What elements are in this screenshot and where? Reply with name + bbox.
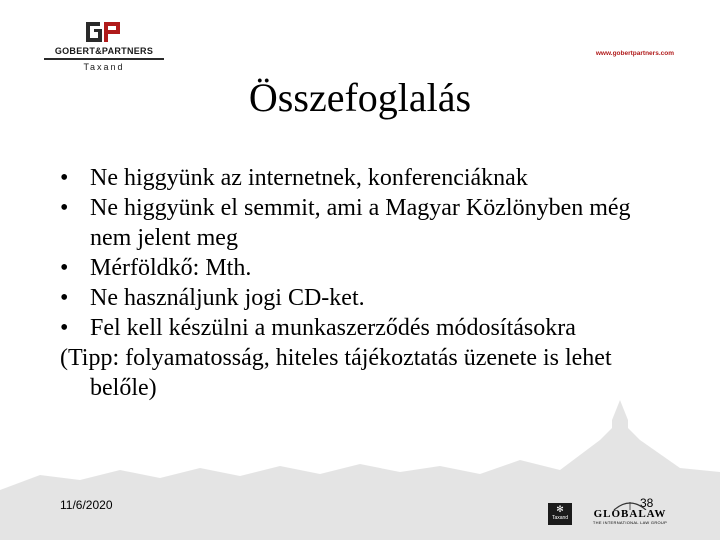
website-url: www.gobertpartners.com bbox=[595, 50, 674, 57]
globalaw-subtitle: THE INTERNATIONAL LAW GROUP bbox=[592, 520, 668, 525]
globalaw-name: GLOBALAW bbox=[593, 508, 667, 520]
badge-label: Taxand bbox=[551, 515, 569, 521]
gobert-partners-logo bbox=[42, 20, 166, 76]
star-icon: ✻ bbox=[556, 504, 564, 514]
gp-logo-mark-icon bbox=[84, 20, 124, 44]
globalaw-logo bbox=[586, 500, 674, 526]
bullet-item: • Ne használjunk jogi CD-ket. bbox=[60, 283, 670, 313]
bullet-item: • Ne higgyünk az internetnek, konferenciáknak bbox=[60, 163, 670, 193]
logo-company-name: GOBERT&PARTNERS bbox=[54, 46, 154, 56]
footer-date: 11/6/2020 bbox=[60, 498, 113, 512]
tip-note: (Tipp: folyamatosság, hiteles tájékoztatás üzenete is lehet belőle) bbox=[60, 345, 612, 401]
bullet-item: • Ne higgyünk el semmit, ami a Magyar Közlönyben még nem jelent meg bbox=[60, 193, 670, 253]
taxand-badge bbox=[548, 503, 572, 525]
logo-divider bbox=[44, 58, 164, 60]
slide-content bbox=[60, 163, 670, 403]
bullet-item: • Fel kell készülni a munkaszerződés módosításokra bbox=[60, 313, 670, 343]
logo-subtitle: Taxand bbox=[83, 62, 125, 72]
page-number: 38 bbox=[640, 496, 654, 510]
slide-title: Összefoglalás bbox=[248, 75, 472, 120]
bullet-item: • Mérföldkő: Mth. bbox=[60, 253, 670, 283]
